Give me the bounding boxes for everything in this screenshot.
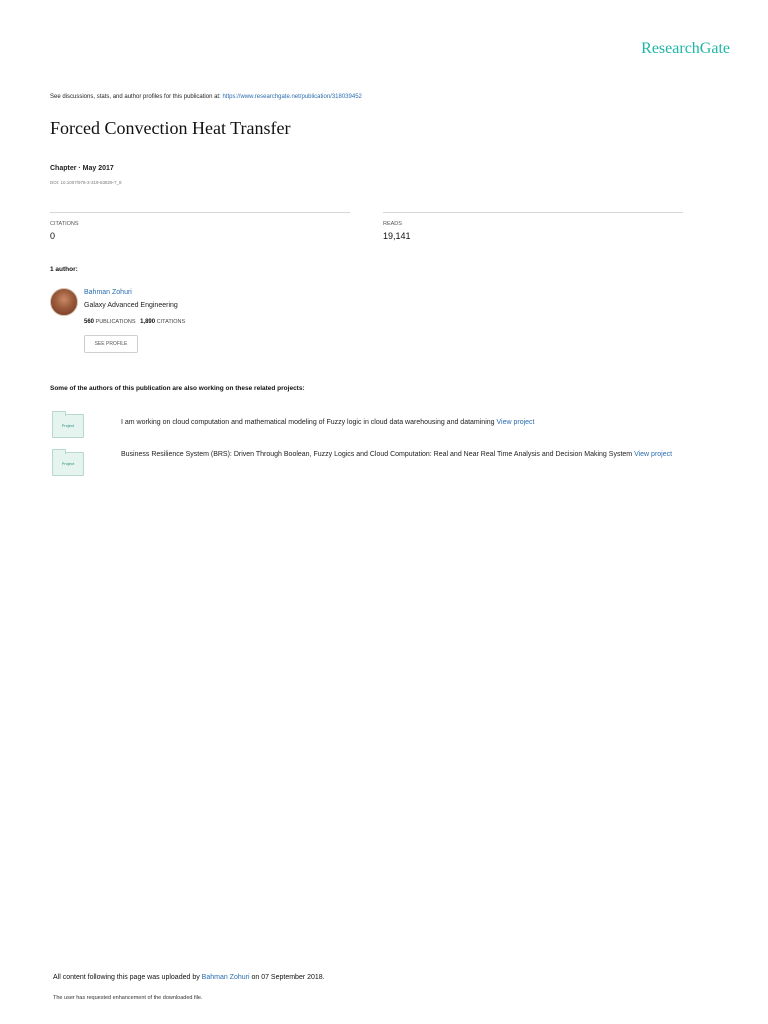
- author-citations-count: 1,890: [140, 319, 156, 325]
- upload-prefix: All content following this page was uploaded by: [53, 974, 202, 981]
- view-project-link[interactable]: View project: [496, 419, 535, 426]
- publication-meta: Chapter · May 2017: [50, 165, 114, 172]
- author-institution: Galaxy Advanced Engineering: [84, 302, 178, 309]
- project-folder-icon: [52, 452, 84, 476]
- author-stats: [84, 319, 185, 325]
- citations-value: 0: [50, 231, 56, 241]
- reads-label: READS: [383, 221, 402, 227]
- reads-divider: [383, 212, 683, 213]
- researchgate-logo[interactable]: ResearchGate: [641, 40, 730, 57]
- publication-doi: DOI: 10.1007/978-3-319-53829-7_8: [50, 180, 122, 185]
- author-avatar[interactable]: [50, 288, 78, 316]
- related-projects-heading: Some of the authors of this publication are also working on these related projects:: [50, 385, 305, 392]
- upload-footer: [53, 974, 325, 981]
- see-profile-button[interactable]: SEE PROFILE: [84, 335, 138, 353]
- discussion-text: See discussions, stats, and author profiles for this publication at:: [50, 94, 223, 100]
- author-publications-count: 560: [84, 319, 95, 325]
- project-description: Business Resilience System (BRS): Driven Through Boolean, Fuzzy Logics and Cloud Computation: Real and Near Real Time Analysis and Decision Making System: [121, 451, 635, 458]
- uploader-link[interactable]: Bahman Zohuri: [201, 974, 250, 981]
- project-icon-label: Project: [61, 461, 75, 466]
- publication-title: Forced Convection Heat Transfer: [50, 118, 291, 138]
- author-publications-label: PUBLICATIONS: [95, 319, 136, 325]
- citations-divider: [50, 212, 350, 213]
- authors-heading: 1 author:: [50, 266, 78, 273]
- author-citations-label: CITATIONS: [156, 319, 186, 325]
- view-project-link[interactable]: View project: [634, 451, 673, 458]
- upload-suffix: on 07 September 2018.: [249, 974, 325, 981]
- project-item: [121, 449, 701, 461]
- discussion-line: [50, 94, 362, 100]
- citations-label: CITATIONS: [50, 221, 79, 227]
- reads-value: 19,141: [383, 231, 411, 241]
- author-name-link[interactable]: Bahman Zohuri: [84, 289, 132, 296]
- project-folder-icon: [52, 414, 84, 438]
- project-description: I am working on cloud computation and mathematical modeling of Fuzzy logic in cloud data warehousing and datamining: [121, 419, 497, 426]
- enhancement-note: The user has requested enhancement of the downloaded file.: [53, 995, 203, 1001]
- publication-url-link[interactable]: https://www.researchgate.net/publication/318039452: [222, 94, 362, 100]
- project-item: [121, 417, 701, 429]
- project-icon-label: Project: [61, 423, 75, 428]
